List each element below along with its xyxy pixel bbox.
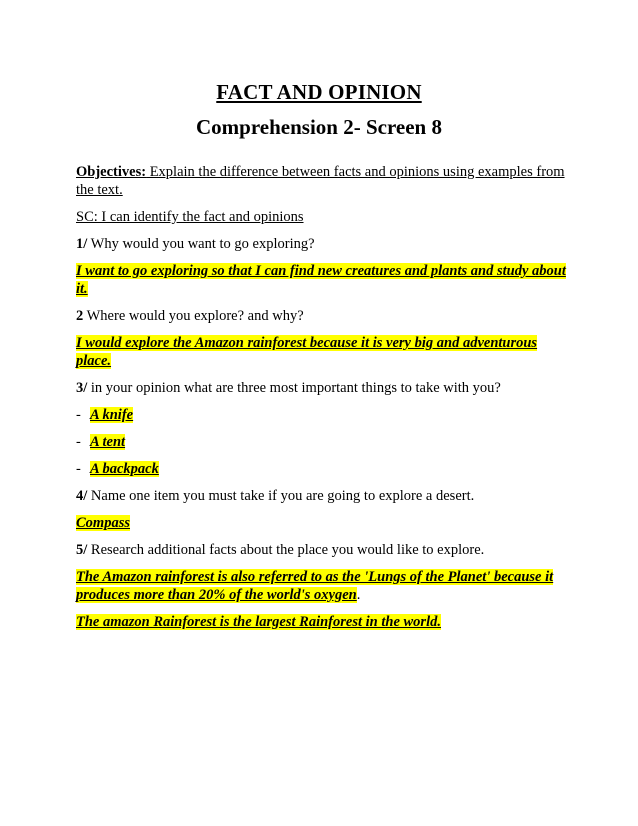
objectives-label: Objectives: xyxy=(76,164,147,180)
question-3-number: 3/ xyxy=(76,380,88,396)
dash-bullet: - xyxy=(76,461,81,477)
question-4 xyxy=(76,487,566,505)
answer-2: I would explore the Amazon rainforest because it is very big and adventurous place. xyxy=(76,335,538,369)
answer-3-item-2: A tent xyxy=(90,434,126,450)
answer-4: Compass xyxy=(76,515,130,531)
question-5-text: Research additional facts about the place you would like to explore. xyxy=(87,542,485,558)
question-1-number: 1/ xyxy=(76,236,88,252)
list-item xyxy=(76,433,566,451)
list-item xyxy=(76,406,566,424)
question-2 xyxy=(76,307,566,325)
answer-1: I want to go exploring so that I can find new creatures and plants and study about it. xyxy=(76,263,566,297)
question-2-text: Where would you explore? and why? xyxy=(83,308,304,324)
question-1-text: Why would you want to go exploring? xyxy=(87,236,315,252)
answer-5a-suffix: . xyxy=(356,587,361,603)
objectives-text: Explain the difference between facts and opinions using examples from the text. xyxy=(76,164,565,198)
answer-5b-line xyxy=(76,613,566,631)
success-criteria: SC: I can identify the fact and opinions xyxy=(76,209,304,225)
list-item xyxy=(76,460,566,478)
dash-bullet: - xyxy=(76,434,81,450)
question-2-number: 2 xyxy=(76,308,84,324)
question-3-text: in your opinion what are three most important things to take with you? xyxy=(87,380,501,396)
question-4-text: Name one item you must take if you are going to explore a desert. xyxy=(87,488,475,504)
answer-3-item-1: A knife xyxy=(90,407,134,423)
question-3 xyxy=(76,379,566,397)
dash-bullet: - xyxy=(76,407,81,423)
answer-5b: The amazon Rainforest is the largest Rainforest in the world. xyxy=(76,614,441,630)
answer-4-line xyxy=(76,514,566,532)
question-5-number: 5/ xyxy=(76,542,88,558)
answer-5a: The Amazon rainforest is also referred to as the 'Lungs of the Planet' because it produces more than 20% of the world's oxygen xyxy=(76,569,554,603)
page-subtitle: Comprehension 2- Screen 8 xyxy=(196,115,442,139)
answer-5a-line xyxy=(76,568,566,604)
question-4-number: 4/ xyxy=(76,488,88,504)
answer-3-item-3: A backpack xyxy=(90,461,159,477)
objectives-paragraph xyxy=(76,163,566,199)
answer-1-line xyxy=(76,262,566,298)
document-body xyxy=(76,163,566,640)
page-title: FACT AND OPINION xyxy=(216,80,422,104)
question-1 xyxy=(76,235,566,253)
question-5 xyxy=(76,541,566,559)
answer-2-line xyxy=(76,334,566,370)
